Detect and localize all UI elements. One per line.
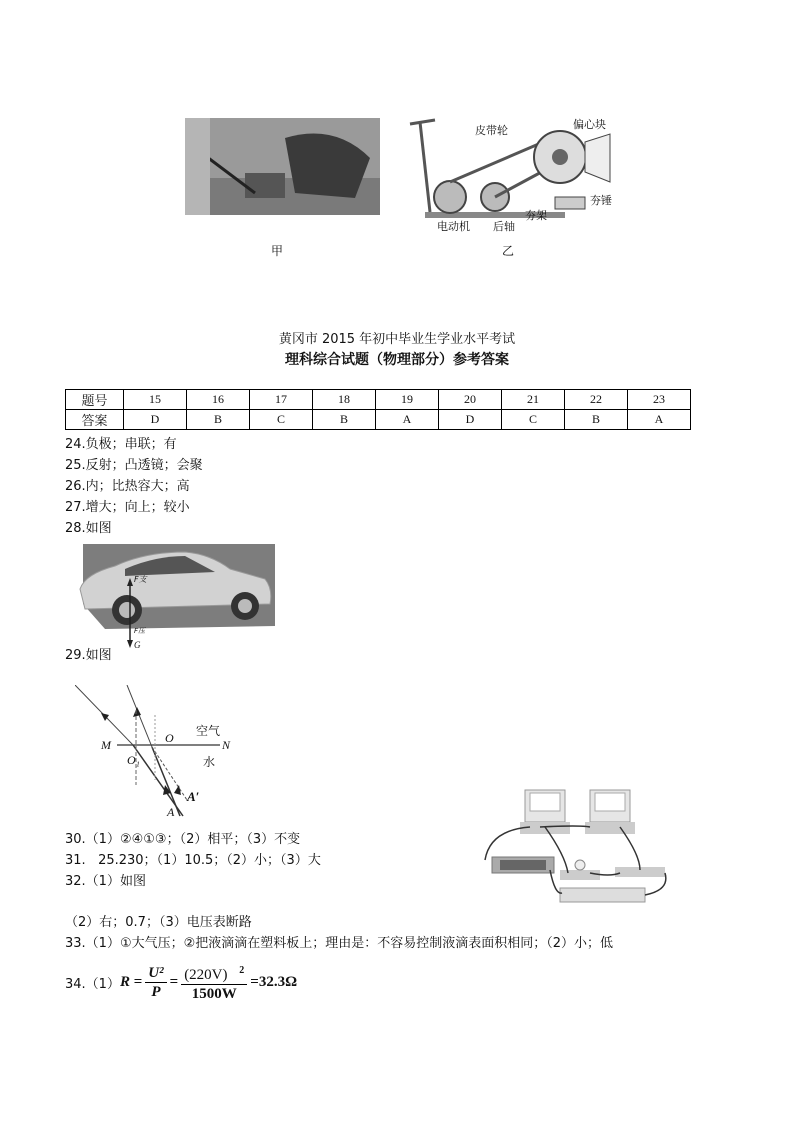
question-number: 18 xyxy=(313,390,376,410)
answer-28: 28.如图 xyxy=(65,521,112,536)
refraction-figure xyxy=(75,685,245,820)
car-force-figure xyxy=(75,544,275,654)
question-number: 15 xyxy=(124,390,187,410)
diagram-caption: 乙 xyxy=(502,244,515,258)
label-belt-wheel: 皮带轮 xyxy=(475,124,508,137)
label-rammer-hammer: 夯锤 xyxy=(590,194,612,207)
question-number: 23 xyxy=(628,390,691,410)
label-rear-axle: 后轴 xyxy=(493,220,515,233)
answer-33: 33.（1）①大气压；②把液滴滴在塑料板上；理由是：不容易控制液滴表面积相同；（2）小；低 xyxy=(65,936,614,951)
answer-26: 26.内；比热容大；高 xyxy=(65,479,190,494)
question-number: 20 xyxy=(439,390,502,410)
question-number: 16 xyxy=(187,390,250,410)
force-pressure-label: F压 xyxy=(134,627,146,635)
label-water: 水 xyxy=(203,755,216,769)
answer-cell: B xyxy=(565,410,628,430)
circuit-figure xyxy=(480,785,672,910)
answer-24: 24.负极；串联；有 xyxy=(65,437,177,452)
answer-31: 31. 25.230；（1）10.5；（2）小；（3）大 xyxy=(65,853,321,868)
answer-32-part1: 32.（1）如图 xyxy=(65,874,146,889)
answer-cell: D xyxy=(439,410,502,430)
rammer-diagram xyxy=(405,112,635,232)
label-M: M xyxy=(101,738,111,752)
answer-cell: B xyxy=(313,410,376,430)
answer-cell: D xyxy=(124,410,187,430)
row-label: 答案 xyxy=(66,410,124,430)
photo-caption: 甲 xyxy=(271,244,284,258)
label-eccentric-block: 偏心块 xyxy=(573,118,606,131)
answer-table xyxy=(65,389,691,430)
label-A-prime: A′ xyxy=(187,789,200,804)
question-number: 21 xyxy=(502,390,565,410)
answer-27: 27.增大；向上；较小 xyxy=(65,500,190,515)
table-row xyxy=(66,410,691,430)
label-O1: O₁ xyxy=(127,753,140,767)
answer-cell: A xyxy=(376,410,439,430)
label-motor: 电动机 xyxy=(437,220,470,233)
question-number: 19 xyxy=(376,390,439,410)
answer-30: 30.（1）②④①③；（2）相平；（3）不变 xyxy=(65,832,301,847)
answer-cell: C xyxy=(250,410,313,430)
label-O: O xyxy=(165,731,174,745)
gravity-label: G xyxy=(134,640,141,650)
exam-title: 黄冈市 2015 年初中毕业生学业水平考试 xyxy=(278,332,516,347)
question-number: 17 xyxy=(250,390,313,410)
label-air: 空气 xyxy=(196,724,221,738)
answer-25: 25.反射；凸透镜；会聚 xyxy=(65,458,203,473)
answer-cell: B xyxy=(187,410,250,430)
row-label: 题号 xyxy=(66,390,124,410)
fraction-values: $\frac{(220V) ^2}{1500W}$ xyxy=(181,962,247,1003)
answer-34-prefix: 34.（1） xyxy=(65,977,120,992)
answer-34-formula: 34.（1） R = $\frac{\text{U²}}{P}$ = $\frac{(220V) ^2}{1500W}$ = 32.3Ω xyxy=(65,962,297,1003)
formula-lhs: R xyxy=(119,974,130,990)
answer-29: 29.如图 xyxy=(65,648,112,663)
label-rammer-frame: 夯架 xyxy=(525,209,547,222)
formula-result: 32.3Ω xyxy=(258,974,298,990)
label-A: A xyxy=(167,805,175,819)
fraction-u2-over-p: $\frac{\text{U²}}{P}$ xyxy=(145,964,166,1001)
label-N: N xyxy=(222,738,231,752)
question-number: 22 xyxy=(565,390,628,410)
table-row xyxy=(66,390,691,410)
answer-32-part2: （2）右；0.7；（3）电压表断路 xyxy=(65,915,252,930)
answer-key-title: 理科综合试题（物理部分）参考答案 xyxy=(285,352,509,368)
force-support-label: F支 xyxy=(134,575,147,584)
rammer-photo xyxy=(185,118,380,215)
answer-cell: A xyxy=(628,410,691,430)
answer-cell: C xyxy=(502,410,565,430)
